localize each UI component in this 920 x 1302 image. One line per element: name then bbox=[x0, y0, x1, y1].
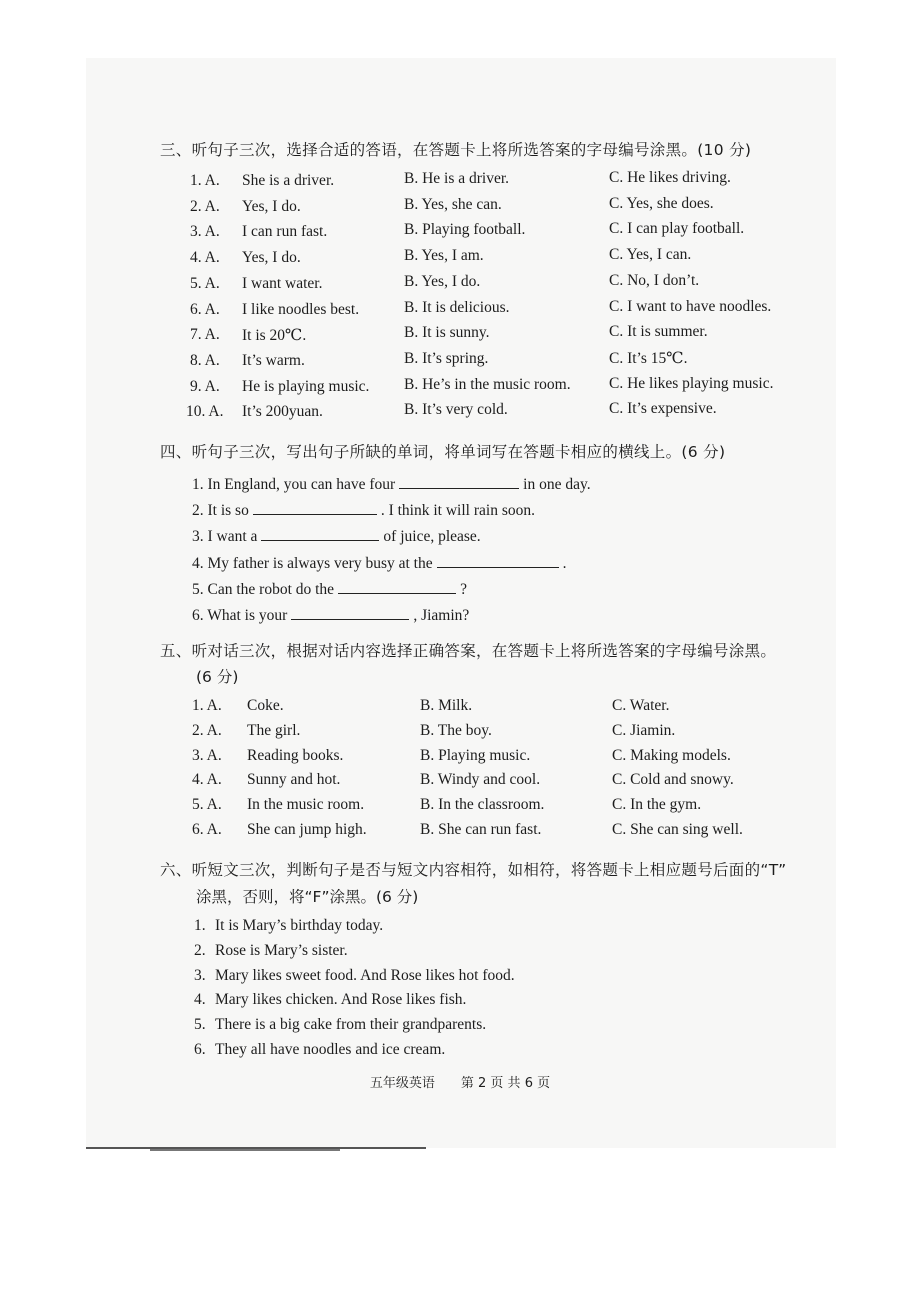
section6-title-line2: 涂黑，否则，将“F”涂黑。(6 分) bbox=[196, 888, 419, 906]
option-c: C. It’s 15℃. bbox=[609, 349, 688, 367]
section4-title: 四、听句子三次，写出句子所缺的单词，将单词写在答题卡相应的横线上。(6 分) bbox=[160, 443, 726, 461]
question-number: 6. A. bbox=[192, 821, 222, 838]
question-number: 3. A. bbox=[190, 223, 220, 241]
fill-in-sentence bbox=[192, 500, 535, 520]
question-number: 1. A. bbox=[192, 697, 222, 714]
sentence-after-blank: in one day. bbox=[523, 476, 591, 493]
question-number: 3. bbox=[194, 966, 206, 984]
statement-text: It is Mary’s birthday today. bbox=[215, 917, 384, 934]
statement-text: They all have noodles and ice cream. bbox=[215, 1041, 446, 1058]
option-c: C. Yes, she does. bbox=[609, 194, 714, 212]
sentence-before-blank: My father is always very busy at the bbox=[207, 554, 433, 572]
option-b: B. Windy and cool. bbox=[420, 771, 541, 789]
question-number: 2. bbox=[192, 502, 204, 520]
question-number: 4. A. bbox=[192, 771, 222, 789]
option-b: B. In the classroom. bbox=[420, 796, 545, 814]
option-a: Yes, I do. bbox=[242, 197, 301, 215]
question-number: 4. A. bbox=[190, 249, 220, 267]
question-number: 3. bbox=[192, 528, 204, 546]
page-footer: 五年级英语 第 2 页 共 6 页 bbox=[369, 1076, 551, 1091]
question-number: 2. A. bbox=[190, 197, 220, 215]
option-c: C. Cold and snowy. bbox=[612, 771, 734, 789]
question-number: 5. bbox=[194, 1016, 206, 1034]
section5-title: 五、听对话三次，根据对话内容选择正确答案，在答题卡上将所选答案的字母编号涂黑。 bbox=[160, 642, 777, 660]
answer-blank-line bbox=[338, 579, 456, 594]
sentence-after-blank: , Jiamin? bbox=[413, 607, 470, 624]
question-number: 10. A. bbox=[186, 403, 224, 421]
option-a: It’s warm. bbox=[242, 351, 305, 369]
option-b: B. The boy. bbox=[420, 721, 492, 739]
option-a: Coke. bbox=[247, 697, 284, 714]
option-c: C. It’s expensive. bbox=[609, 400, 717, 418]
answer-blank-line bbox=[261, 526, 379, 541]
option-b: B. Yes, I do. bbox=[404, 272, 481, 290]
option-a: It is 20℃. bbox=[242, 327, 307, 345]
option-b: B. Playing music. bbox=[420, 746, 531, 764]
answer-blank-line bbox=[291, 605, 409, 620]
fill-in-sentence bbox=[192, 553, 567, 573]
sentence-before-blank: In England, you can have four bbox=[207, 476, 396, 493]
question-number: 7. A. bbox=[190, 326, 220, 344]
option-b: B. He’s in the music room. bbox=[404, 375, 571, 393]
answer-blank-line bbox=[399, 474, 519, 489]
question-number: 6. bbox=[192, 607, 204, 624]
statement-text: Mary likes sweet food. And Rose likes hot food. bbox=[215, 966, 515, 984]
section5-title-points: (6 分) bbox=[196, 668, 239, 686]
sentence-after-blank: ? bbox=[460, 580, 467, 598]
sentence-before-blank: I want a bbox=[207, 528, 258, 546]
option-b: B. She can run fast. bbox=[420, 821, 542, 838]
sentence-after-blank: . I think it will rain soon. bbox=[380, 502, 535, 520]
option-b: B. Milk. bbox=[420, 697, 473, 714]
option-a: I like noodles best. bbox=[242, 300, 360, 318]
option-c: C. Jiamin. bbox=[612, 721, 676, 739]
question-number: 9. A. bbox=[190, 377, 220, 395]
scan-edge-line bbox=[150, 1149, 340, 1151]
option-a: I want water. bbox=[242, 274, 323, 292]
option-c: C. He likes driving. bbox=[609, 169, 731, 186]
question-number: 4. bbox=[194, 991, 206, 1009]
question-number: 6. bbox=[194, 1041, 206, 1058]
option-a: Sunny and hot. bbox=[247, 771, 341, 789]
question-number: 5. A. bbox=[192, 796, 222, 814]
option-c: C. He likes playing music. bbox=[609, 374, 774, 392]
option-b: B. It is sunny. bbox=[404, 324, 490, 342]
fill-in-sentence bbox=[192, 526, 481, 546]
question-number: 8. A. bbox=[190, 351, 220, 369]
fill-in-sentence bbox=[192, 474, 591, 494]
option-b: B. It’s very cold. bbox=[404, 401, 508, 419]
statement-text: Mary likes chicken. And Rose likes fish. bbox=[215, 991, 467, 1009]
fill-in-sentence bbox=[192, 605, 469, 625]
option-a: Reading books. bbox=[247, 746, 344, 764]
option-a: It’s 200yuan. bbox=[242, 403, 323, 421]
question-number: 2. A. bbox=[192, 721, 222, 739]
option-b: B. Yes, I am. bbox=[404, 247, 484, 265]
answer-blank-line bbox=[253, 500, 377, 515]
sentence-after-blank: of juice, please. bbox=[383, 528, 481, 546]
question-number: 1. bbox=[192, 476, 204, 493]
question-number: 2. bbox=[194, 941, 206, 959]
option-c: C. Water. bbox=[612, 697, 670, 714]
section3-title: 三、听句子三次，选择合适的答语，在答题卡上将所选答案的字母编号涂黑。(10 分) bbox=[160, 141, 752, 159]
question-number: 6. A. bbox=[190, 300, 220, 318]
question-number: 5. bbox=[192, 580, 204, 598]
option-b: B. It’s spring. bbox=[404, 349, 489, 367]
answer-blank-line bbox=[437, 553, 559, 568]
question-number: 3. A. bbox=[192, 746, 222, 764]
option-c: C. In the gym. bbox=[612, 796, 702, 814]
option-c: C. I want to have noodles. bbox=[609, 297, 772, 315]
option-a: The girl. bbox=[247, 721, 301, 739]
statement-text: Rose is Mary’s sister. bbox=[215, 941, 348, 959]
sentence-after-blank: . bbox=[562, 554, 567, 572]
sentence-before-blank: It is so bbox=[207, 502, 249, 520]
option-c: C. I can play football. bbox=[609, 220, 745, 238]
option-b: B. He is a driver. bbox=[404, 170, 510, 187]
option-b: B. Playing football. bbox=[404, 221, 526, 239]
option-c: C. No, I don’t. bbox=[609, 271, 700, 289]
option-a: She is a driver. bbox=[242, 172, 335, 189]
option-c: C. It is summer. bbox=[609, 323, 708, 341]
option-a: She can jump high. bbox=[247, 821, 367, 838]
question-number: 4. bbox=[192, 554, 204, 572]
sentence-before-blank: Can the robot do the bbox=[207, 580, 335, 598]
statement-text: There is a big cake from their grandparents. bbox=[215, 1016, 487, 1034]
option-c: C. Yes, I can. bbox=[609, 246, 692, 264]
question-number: 5. A. bbox=[190, 274, 220, 292]
option-c: C. She can sing well. bbox=[612, 821, 743, 838]
option-b: B. Yes, she can. bbox=[404, 195, 502, 213]
question-number: 1. bbox=[194, 917, 206, 934]
option-a: In the music room. bbox=[247, 796, 365, 814]
option-b: B. It is delicious. bbox=[404, 298, 510, 316]
option-c: C. Making models. bbox=[612, 746, 731, 764]
option-a: Yes, I do. bbox=[242, 249, 301, 267]
fill-in-sentence bbox=[192, 579, 467, 599]
option-a: I can run fast. bbox=[242, 223, 328, 241]
sentence-before-blank: What is your bbox=[207, 607, 288, 624]
section6-title: 六、听短文三次，判断句子是否与短文内容相符，如相符，将答题卡上相应题号后面的“T” bbox=[160, 861, 787, 879]
option-a: He is playing music. bbox=[242, 377, 370, 395]
question-number: 1. A. bbox=[190, 172, 220, 189]
